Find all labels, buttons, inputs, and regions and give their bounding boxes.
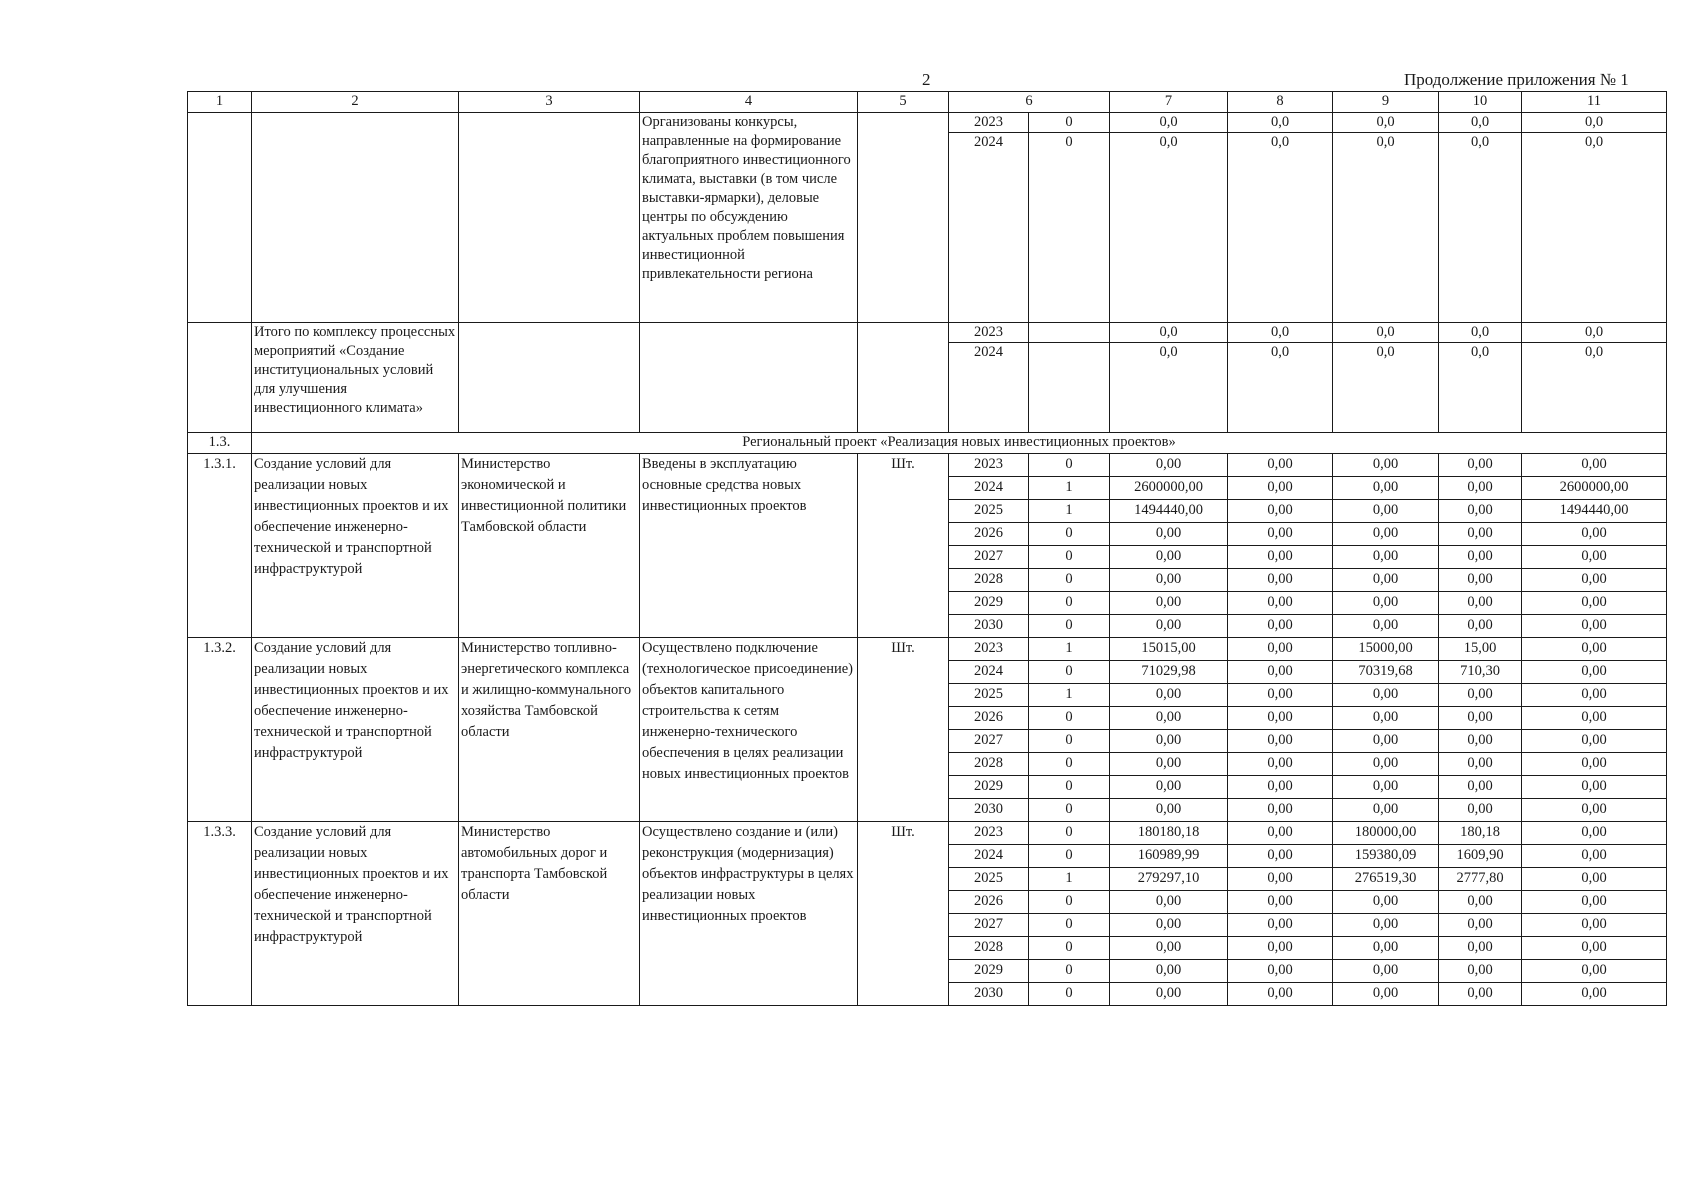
local-cell: 0,00 [1439, 569, 1522, 592]
total-cell: 0,0 [1110, 133, 1228, 323]
quantity-cell: 0 [1029, 569, 1110, 592]
regional-cell: 0,00 [1333, 477, 1439, 500]
federal-cell: 0,00 [1228, 776, 1333, 799]
header-cell: 2 [252, 92, 459, 113]
header-cell: 5 [858, 92, 949, 113]
extra-cell: 0,00 [1522, 914, 1667, 937]
regional-cell: 0,00 [1333, 454, 1439, 477]
local-cell: 0,00 [1439, 477, 1522, 500]
extra-cell: 0,00 [1522, 937, 1667, 960]
federal-cell: 0,00 [1228, 960, 1333, 983]
quantity-cell: 0 [1029, 960, 1110, 983]
regional-cell: 276519,30 [1333, 868, 1439, 891]
year-cell: 2024 [949, 133, 1029, 323]
year-cell: 2024 [949, 343, 1029, 433]
quantity-cell: 0 [1029, 937, 1110, 960]
header-cell: 9 [1333, 92, 1439, 113]
table-row [188, 822, 1667, 845]
local-cell: 0,00 [1439, 983, 1522, 1006]
total-cell: 0,00 [1110, 684, 1228, 707]
federal-cell: 0,0 [1228, 343, 1333, 433]
quantity-cell: 0 [1029, 546, 1110, 569]
header-row [188, 92, 1667, 113]
header-cell: 10 [1439, 92, 1522, 113]
quantity-cell: 1 [1029, 638, 1110, 661]
year-cell: 2028 [949, 753, 1029, 776]
extra-cell: 0,00 [1522, 454, 1667, 477]
quantity-cell: 0 [1029, 845, 1110, 868]
extra-cell: 0,00 [1522, 799, 1667, 822]
regional-cell: 0,00 [1333, 500, 1439, 523]
regional-cell: 0,0 [1333, 113, 1439, 133]
federal-cell: 0,00 [1228, 500, 1333, 523]
total-cell: 15015,00 [1110, 638, 1228, 661]
year-cell: 2025 [949, 684, 1029, 707]
total-cell: 0,00 [1110, 960, 1228, 983]
extra-cell: 1494440,00 [1522, 500, 1667, 523]
row-number-cell [188, 113, 252, 323]
quantity-cell: 0 [1029, 661, 1110, 684]
federal-cell: 0,00 [1228, 523, 1333, 546]
row-number-cell: 1.3.1. [188, 454, 252, 638]
total-cell: 0,00 [1110, 937, 1228, 960]
regional-cell: 0,00 [1333, 523, 1439, 546]
result-cell: Осуществлено подключение (технологическое присоединение) объектов капитального строительства к сетям инженерно-технического обеспечения в целях реализации новых инвестиционных проектов [640, 638, 858, 822]
year-cell: 2024 [949, 477, 1029, 500]
quantity-cell: 1 [1029, 684, 1110, 707]
regional-cell: 0,00 [1333, 753, 1439, 776]
local-cell: 0,00 [1439, 684, 1522, 707]
year-cell: 2029 [949, 776, 1029, 799]
year-cell: 2030 [949, 983, 1029, 1006]
extra-cell: 0,00 [1522, 845, 1667, 868]
header-cell: 8 [1228, 92, 1333, 113]
year-cell: 2023 [949, 638, 1029, 661]
total-cell: 0,00 [1110, 454, 1228, 477]
unit-cell [858, 323, 949, 433]
result-cell: Организованы конкурсы, направленные на формирование благоприятного инвестиционного климата, выставки (в том числе выставки-ярмарки), деловые центры по обсуждению актуальных проблем повышения инвестиционной привлекательности региона [640, 113, 858, 323]
extra-cell: 0,00 [1522, 684, 1667, 707]
regional-cell: 0,00 [1333, 730, 1439, 753]
year-cell: 2025 [949, 500, 1029, 523]
unit-cell [858, 113, 949, 323]
section-title-cell: Региональный проект «Реализация новых инвестиционных проектов» [252, 433, 1667, 454]
regional-cell: 0,00 [1333, 615, 1439, 638]
year-cell: 2023 [949, 323, 1029, 343]
year-cell: 2029 [949, 960, 1029, 983]
result-cell: Введены в эксплуатацию основные средства новых инвестиционных проектов [640, 454, 858, 638]
regional-cell: 0,0 [1333, 323, 1439, 343]
total-cell: 0,00 [1110, 914, 1228, 937]
local-cell: 0,00 [1439, 891, 1522, 914]
federal-cell: 0,00 [1228, 937, 1333, 960]
local-cell: 15,00 [1439, 638, 1522, 661]
total-cell: 0,00 [1110, 983, 1228, 1006]
regional-cell: 70319,68 [1333, 661, 1439, 684]
local-cell: 0,00 [1439, 730, 1522, 753]
quantity-cell: 0 [1029, 753, 1110, 776]
quantity-cell: 0 [1029, 891, 1110, 914]
quantity-cell: 0 [1029, 799, 1110, 822]
year-cell: 2027 [949, 546, 1029, 569]
quantity-cell: 0 [1029, 113, 1110, 133]
local-cell: 0,00 [1439, 707, 1522, 730]
local-cell: 0,00 [1439, 753, 1522, 776]
extra-cell: 0,00 [1522, 753, 1667, 776]
year-cell: 2026 [949, 707, 1029, 730]
federal-cell: 0,00 [1228, 638, 1333, 661]
table-row [188, 454, 1667, 477]
quantity-cell: 0 [1029, 133, 1110, 323]
local-cell: 1609,90 [1439, 845, 1522, 868]
total-cell: 0,00 [1110, 592, 1228, 615]
year-cell: 2026 [949, 523, 1029, 546]
year-cell: 2030 [949, 799, 1029, 822]
extra-cell: 0,00 [1522, 638, 1667, 661]
total-cell: 0,00 [1110, 776, 1228, 799]
extra-cell: 0,0 [1522, 113, 1667, 133]
executor-cell: Министерство топливно-энергетического комплекса и жилищно-коммунального хозяйства Тамбовской области [459, 638, 640, 822]
federal-cell: 0,0 [1228, 113, 1333, 133]
local-cell: 0,00 [1439, 914, 1522, 937]
section-number-cell: 1.3. [188, 433, 252, 454]
regional-cell: 0,00 [1333, 937, 1439, 960]
year-cell: 2025 [949, 868, 1029, 891]
local-cell: 0,00 [1439, 776, 1522, 799]
local-cell: 180,18 [1439, 822, 1522, 845]
total-cell: 71029,98 [1110, 661, 1228, 684]
year-cell: 2023 [949, 454, 1029, 477]
regional-cell: 0,0 [1333, 343, 1439, 433]
page-number: 2 [922, 70, 931, 89]
local-cell: 0,00 [1439, 592, 1522, 615]
quantity-cell: 0 [1029, 592, 1110, 615]
result-cell [640, 323, 858, 433]
regional-cell: 0,00 [1333, 983, 1439, 1006]
local-cell: 0,00 [1439, 799, 1522, 822]
row-number-cell [188, 323, 252, 433]
local-cell: 2777,80 [1439, 868, 1522, 891]
extra-cell: 0,00 [1522, 730, 1667, 753]
total-cell: 0,0 [1110, 113, 1228, 133]
table-row [188, 113, 1667, 133]
regional-cell: 0,00 [1333, 776, 1439, 799]
federal-cell: 0,00 [1228, 477, 1333, 500]
total-cell: 2600000,00 [1110, 477, 1228, 500]
local-cell: 0,00 [1439, 937, 1522, 960]
federal-cell: 0,00 [1228, 891, 1333, 914]
total-cell: 0,00 [1110, 799, 1228, 822]
regional-cell: 0,0 [1333, 133, 1439, 323]
local-cell: 0,00 [1439, 615, 1522, 638]
total-cell: 160989,99 [1110, 845, 1228, 868]
extra-cell: 0,00 [1522, 822, 1667, 845]
quantity-cell [1029, 323, 1110, 343]
extra-cell: 0,00 [1522, 960, 1667, 983]
total-cell: 0,0 [1110, 323, 1228, 343]
regional-cell: 0,00 [1333, 684, 1439, 707]
extra-cell: 2600000,00 [1522, 477, 1667, 500]
quantity-cell [1029, 343, 1110, 433]
appendix-continuation: Продолжение приложения № 1 [1404, 70, 1629, 89]
quantity-cell: 0 [1029, 822, 1110, 845]
executor-cell [459, 113, 640, 323]
executor-cell [459, 323, 640, 433]
federal-cell: 0,00 [1228, 546, 1333, 569]
executor-cell: Министерство автомобильных дорог и транспорта Тамбовской области [459, 822, 640, 1006]
local-cell: 0,00 [1439, 523, 1522, 546]
total-cell: 0,00 [1110, 569, 1228, 592]
table-row [188, 323, 1667, 343]
federal-cell: 0,00 [1228, 822, 1333, 845]
federal-cell: 0,00 [1228, 615, 1333, 638]
extra-cell: 0,00 [1522, 891, 1667, 914]
extra-cell: 0,00 [1522, 868, 1667, 891]
total-cell: 0,00 [1110, 891, 1228, 914]
total-cell: 0,00 [1110, 753, 1228, 776]
federal-cell: 0,00 [1228, 983, 1333, 1006]
row-number-cell: 1.3.3. [188, 822, 252, 1006]
total-cell: 0,00 [1110, 730, 1228, 753]
regional-cell: 0,00 [1333, 891, 1439, 914]
result-cell: Осуществлено создание и (или) реконструкция (модернизация) объектов инфраструктуры в целях реализации новых инвестиционных проектов [640, 822, 858, 1006]
quantity-cell: 1 [1029, 868, 1110, 891]
quantity-cell: 0 [1029, 983, 1110, 1006]
local-cell: 0,00 [1439, 960, 1522, 983]
regional-cell: 0,00 [1333, 914, 1439, 937]
extra-cell: 0,0 [1522, 323, 1667, 343]
federal-cell: 0,00 [1228, 684, 1333, 707]
total-cell: 0,00 [1110, 523, 1228, 546]
name-cell: Создание условий для реализации новых инвестиционных проектов и их обеспечение инженерно-технической и транспортной инфраструктурой [252, 822, 459, 1006]
name-cell: Создание условий для реализации новых инвестиционных проектов и их обеспечение инженерно-технической и транспортной инфраструктурой [252, 454, 459, 638]
regional-cell: 180000,00 [1333, 822, 1439, 845]
year-cell: 2026 [949, 891, 1029, 914]
federal-cell: 0,00 [1228, 454, 1333, 477]
regional-cell: 159380,09 [1333, 845, 1439, 868]
regional-cell: 0,00 [1333, 799, 1439, 822]
federal-cell: 0,00 [1228, 730, 1333, 753]
local-cell: 0,0 [1439, 113, 1522, 133]
extra-cell: 0,00 [1522, 615, 1667, 638]
federal-cell: 0,00 [1228, 707, 1333, 730]
regional-cell: 0,00 [1333, 960, 1439, 983]
total-cell: 0,0 [1110, 343, 1228, 433]
local-cell: 0,0 [1439, 323, 1522, 343]
extra-cell: 0,0 [1522, 133, 1667, 323]
quantity-cell: 1 [1029, 500, 1110, 523]
extra-cell: 0,00 [1522, 983, 1667, 1006]
total-name-cell: Итого по комплексу процессных мероприятий «Создание институциональных условий для улучшения инвестиционного климата» [252, 323, 459, 433]
year-cell: 2029 [949, 592, 1029, 615]
federal-cell: 0,00 [1228, 799, 1333, 822]
total-cell: 279297,10 [1110, 868, 1228, 891]
regional-cell: 0,00 [1333, 569, 1439, 592]
federal-cell: 0,00 [1228, 845, 1333, 868]
local-cell: 0,00 [1439, 546, 1522, 569]
year-cell: 2030 [949, 615, 1029, 638]
extra-cell: 0,00 [1522, 546, 1667, 569]
unit-cell: Шт. [858, 822, 949, 1006]
quantity-cell: 0 [1029, 776, 1110, 799]
quantity-cell: 0 [1029, 523, 1110, 546]
year-cell: 2024 [949, 845, 1029, 868]
year-cell: 2027 [949, 730, 1029, 753]
year-cell: 2028 [949, 569, 1029, 592]
year-cell: 2027 [949, 914, 1029, 937]
quantity-cell: 0 [1029, 730, 1110, 753]
section-row [188, 433, 1667, 454]
regional-cell: 0,00 [1333, 592, 1439, 615]
unit-cell: Шт. [858, 454, 949, 638]
extra-cell: 0,0 [1522, 343, 1667, 433]
total-cell: 180180,18 [1110, 822, 1228, 845]
year-cell: 2024 [949, 661, 1029, 684]
header-cell: 11 [1522, 92, 1667, 113]
header-cell: 1 [188, 92, 252, 113]
federal-cell: 0,0 [1228, 133, 1333, 323]
federal-cell: 0,00 [1228, 753, 1333, 776]
quantity-cell: 0 [1029, 914, 1110, 937]
extra-cell: 0,00 [1522, 523, 1667, 546]
local-cell: 0,00 [1439, 500, 1522, 523]
federal-cell: 0,00 [1228, 868, 1333, 891]
federal-cell: 0,00 [1228, 592, 1333, 615]
quantity-cell: 1 [1029, 477, 1110, 500]
header-cell: 6 [949, 92, 1110, 113]
unit-cell: Шт. [858, 638, 949, 822]
regional-cell: 0,00 [1333, 546, 1439, 569]
extra-cell: 0,00 [1522, 661, 1667, 684]
name-cell [252, 113, 459, 323]
federal-cell: 0,00 [1228, 661, 1333, 684]
total-cell: 0,00 [1110, 707, 1228, 730]
name-cell: Создание условий для реализации новых инвестиционных проектов и их обеспечение инженерно-технической и транспортной инфраструктурой [252, 638, 459, 822]
quantity-cell: 0 [1029, 707, 1110, 730]
header-cell: 3 [459, 92, 640, 113]
year-cell: 2028 [949, 937, 1029, 960]
regional-cell: 0,00 [1333, 707, 1439, 730]
extra-cell: 0,00 [1522, 569, 1667, 592]
quantity-cell: 0 [1029, 454, 1110, 477]
row-number-cell: 1.3.2. [188, 638, 252, 822]
local-cell: 710,30 [1439, 661, 1522, 684]
extra-cell: 0,00 [1522, 776, 1667, 799]
year-cell: 2023 [949, 822, 1029, 845]
federal-cell: 0,00 [1228, 914, 1333, 937]
table-row [188, 638, 1667, 661]
total-cell: 0,00 [1110, 615, 1228, 638]
executor-cell: Министерство экономической и инвестиционной политики Тамбовской области [459, 454, 640, 638]
extra-cell: 0,00 [1522, 707, 1667, 730]
local-cell: 0,00 [1439, 454, 1522, 477]
regional-cell: 15000,00 [1333, 638, 1439, 661]
federal-cell: 0,0 [1228, 323, 1333, 343]
federal-cell: 0,00 [1228, 569, 1333, 592]
report-table [187, 91, 1667, 1006]
year-cell: 2023 [949, 113, 1029, 133]
local-cell: 0,0 [1439, 133, 1522, 323]
local-cell: 0,0 [1439, 343, 1522, 433]
header-cell: 7 [1110, 92, 1228, 113]
total-cell: 1494440,00 [1110, 500, 1228, 523]
extra-cell: 0,00 [1522, 592, 1667, 615]
total-cell: 0,00 [1110, 546, 1228, 569]
header-cell: 4 [640, 92, 858, 113]
quantity-cell: 0 [1029, 615, 1110, 638]
